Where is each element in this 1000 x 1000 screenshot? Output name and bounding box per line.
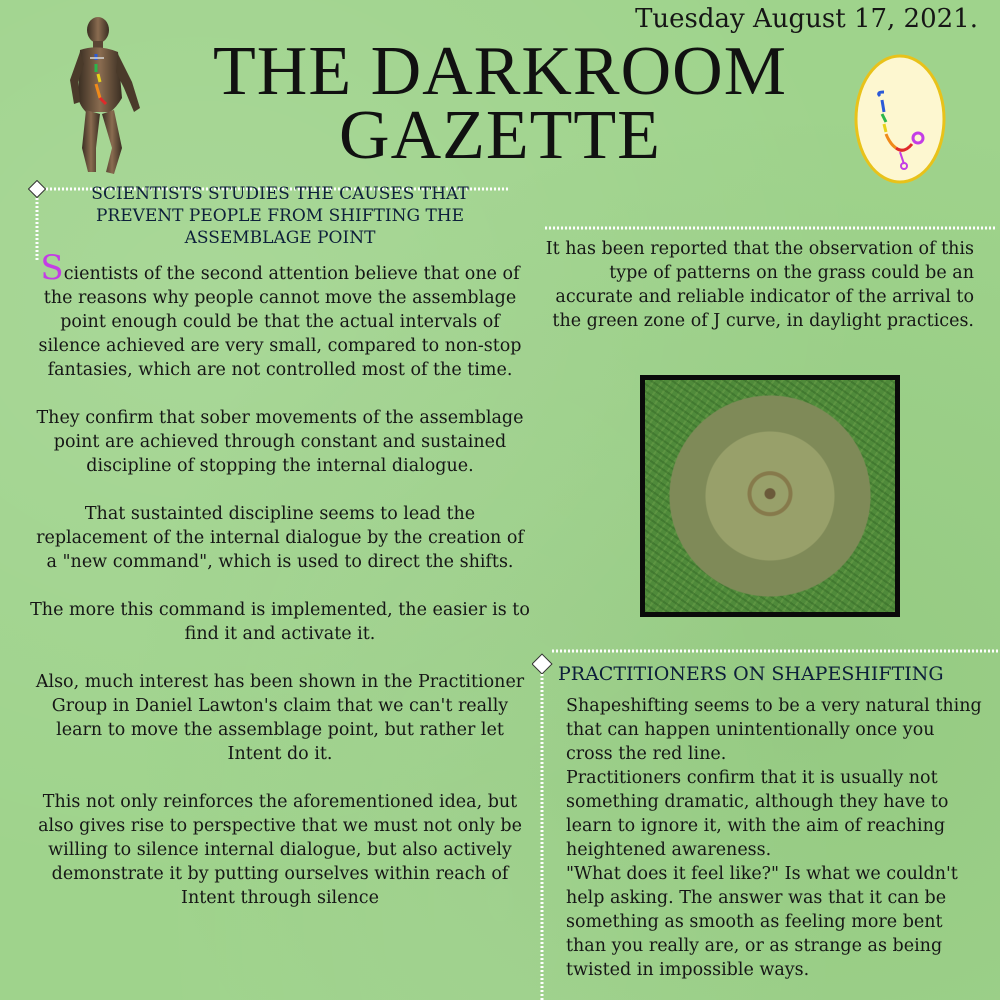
left-article-paragraph: Also, much interest has been shown in the Practitioner Group in Daniel Lawton's claim that we can't really learn to move the assemblage point, but rather let Intent do it. [35, 672, 525, 764]
energy-egg-emblem [852, 52, 948, 186]
masthead-title [150, 33, 850, 174]
left-article-heading: SCIENTISTS STUDIES THE CAUSES THAT PREVENT PEOPLE FROM SHIFTING THE ASSEMBLAGE POINT [91, 184, 469, 248]
right-article-paragraph: "What does it feel like?" Is what we couldn't help asking. The answer was that it can be something as smooth as feeling more bent than you really are, or as strange as being twisted in impossible ways. [566, 864, 958, 980]
issue-date: Tuesday August 17, 2021. [635, 4, 978, 34]
body-figure-illustration [60, 8, 160, 178]
drop-cap: S [40, 248, 64, 288]
left-article-paragraph: The more this command is implemented, the easier is to find it and activate it. [30, 600, 530, 644]
right-report-border [545, 224, 995, 234]
left-article-paragraph: That sustainted discipline seems to lead the replacement of the internal dialogue by the creation of a "new command", which is used to direct the shifts. [36, 504, 524, 572]
left-article-first-text: cientists of the second attention believe that one of the reasons why people cannot move the assemblage point enough could be that the actual intervals of silence achieved are very small, compared to non-stop fantasies, which are not controlled most of the time. [38, 264, 522, 380]
right-article-paragraph: Shapeshifting seems to be a very natural thing that can happen unintentionally once you cross the red line. [566, 696, 982, 764]
masthead-line-1: THE DARKROOM [213, 33, 787, 110]
right-report-text: It has been reported that the observation of this type of patterns on the grass could be an accurate and reliable indicator of the arrival to the green zone of J curve, in daylight practices. [545, 239, 974, 331]
right-article-heading: PRACTITIONERS ON SHAPESHIFTING [558, 663, 944, 685]
left-article-body [30, 248, 530, 934]
masthead-line-2: GAZETTE [339, 97, 661, 174]
grass-circle-photo [640, 375, 900, 617]
left-article-paragraph: They confirm that sober movements of the assemblage point are achieved through constant and sustained discipline of stopping the internal dialogue. [36, 408, 524, 476]
left-article-paragraph [30, 248, 530, 382]
right-article-paragraph: Practitioners confirm that it is usually not something dramatic, although they have to learn to ignore it, with the aim of reaching heightened awareness. [566, 768, 949, 860]
left-article-paragraph: This not only reinforces the aforementioned idea, but also gives rise to perspective that we must not only be willing to silence internal dialogue, but also actively demonstrate it by putting ourselves within reach of Intent through silence [38, 792, 522, 908]
right-article-body [566, 694, 986, 982]
